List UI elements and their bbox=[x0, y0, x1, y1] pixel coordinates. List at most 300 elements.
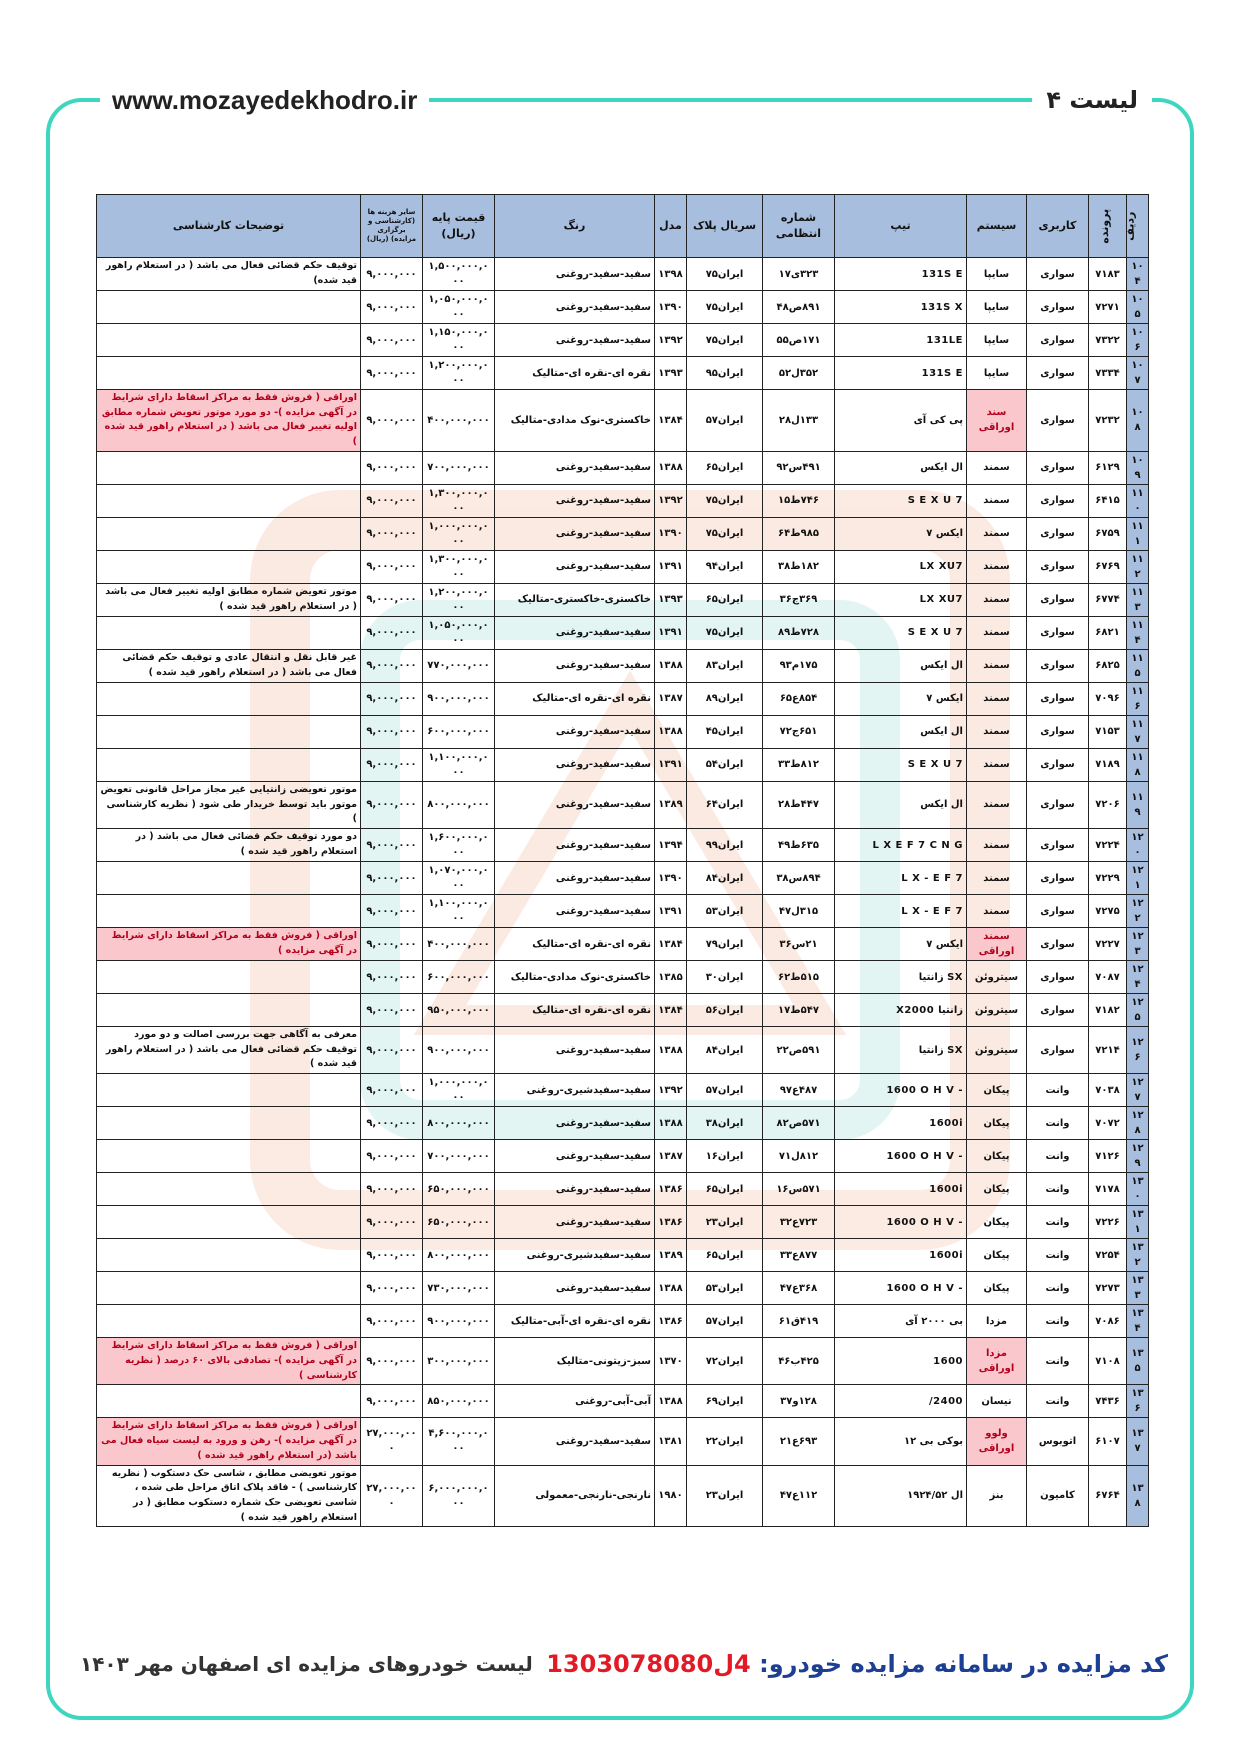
cell-system: سمند bbox=[967, 682, 1027, 715]
cell-plate: ایران۲۳ bbox=[687, 1206, 763, 1239]
cell-serial: ۵۷۱س۱۶ bbox=[763, 1173, 835, 1206]
cell-fees: ۹,۰۰۰,۰۰۰ bbox=[361, 517, 423, 550]
cell-model: ۱۳۸۴ bbox=[655, 390, 687, 452]
cell-type: S E X U 7 bbox=[835, 616, 967, 649]
cell-notes: معرفی به آگاهی جهت بررسی اصالت و دو مورد توقیف حکم قضائی فعال می باشد ( در استعلام راهور قید شده ) bbox=[97, 1027, 361, 1074]
cell-usage: سواری bbox=[1027, 715, 1089, 748]
cell-row-number: ۱۰۴ bbox=[1127, 258, 1149, 291]
cell-system: سایپا bbox=[967, 291, 1027, 324]
cell-usage: سواری bbox=[1027, 451, 1089, 484]
cell-model: ۱۹۸۰ bbox=[655, 1465, 687, 1527]
cell-price: ۱,۳۰۰,۰۰۰,۰۰۰ bbox=[423, 484, 495, 517]
cell-notes: موتور تعویضی مطابق ، شاسی حک دستکوب ( نظریه کارشناسی ) - فاقد پلاک اتاق مراحل طی شده ، شاسی تعویضی حک شماره دستکوب مطابق ( در استعلام راهور قید شده ) bbox=[97, 1465, 361, 1527]
cell-usage: سواری bbox=[1027, 748, 1089, 781]
cell-notes bbox=[97, 748, 361, 781]
cell-file-number: ۷۰۳۸ bbox=[1089, 1074, 1127, 1107]
cell-plate: ایران۷۵ bbox=[687, 484, 763, 517]
cell-serial: ۵۷۱ص۸۲ bbox=[763, 1107, 835, 1140]
cell-file-number: ۷۲۲۴ bbox=[1089, 829, 1127, 862]
cell-notes bbox=[97, 1305, 361, 1338]
table-row bbox=[97, 484, 1149, 517]
cell-price: ۱,۰۰۰,۰۰۰,۰۰۰ bbox=[423, 517, 495, 550]
cell-notes bbox=[97, 1173, 361, 1206]
cell-file-number: ۶۷۶۹ bbox=[1089, 550, 1127, 583]
cell-notes bbox=[97, 517, 361, 550]
cell-color: سفید-سفیدشیری-روغنی bbox=[495, 1239, 655, 1272]
cell-plate: ایران۵۷ bbox=[687, 1305, 763, 1338]
cell-plate: ایران۷۹ bbox=[687, 928, 763, 961]
cell-notes bbox=[97, 550, 361, 583]
cell-price: ۹۰۰,۰۰۰,۰۰۰ bbox=[423, 682, 495, 715]
cell-serial: ۳۲۳ی۱۷ bbox=[763, 258, 835, 291]
cell-file-number: ۷۰۷۲ bbox=[1089, 1107, 1127, 1140]
cell-price: ۱,۶۰۰,۰۰۰,۰۰۰ bbox=[423, 829, 495, 862]
cell-color: سفید-سفیدشیری-روغنی bbox=[495, 1074, 655, 1107]
table-row bbox=[97, 682, 1149, 715]
cell-model: ۱۳۸۸ bbox=[655, 649, 687, 682]
cell-system: سمند bbox=[967, 517, 1027, 550]
cell-notes: موتور تعویض شماره مطابق اولیه تغییر فعال می باشد ( در استعلام راهور قید شده ) bbox=[97, 583, 361, 616]
cell-row-number: ۱۰۵ bbox=[1127, 291, 1149, 324]
cell-system: نیسان bbox=[967, 1385, 1027, 1418]
cell-color: سفید-سفید-روغنی bbox=[495, 895, 655, 928]
cell-price: ۹۰۰,۰۰۰,۰۰۰ bbox=[423, 1305, 495, 1338]
header-row-number: ردیف bbox=[1127, 195, 1149, 258]
cell-type: 1600 bbox=[835, 1338, 967, 1385]
header-color: رنگ bbox=[495, 195, 655, 258]
cell-model: ۱۳۸۶ bbox=[655, 1206, 687, 1239]
cell-type: 1600 O H V - bbox=[835, 1140, 967, 1173]
cell-notes bbox=[97, 324, 361, 357]
cell-row-number: ۱۳۴ bbox=[1127, 1305, 1149, 1338]
cell-system: سیتروئن bbox=[967, 994, 1027, 1027]
cell-type: 131S E bbox=[835, 258, 967, 291]
cell-usage: سواری bbox=[1027, 583, 1089, 616]
table-row bbox=[97, 1173, 1149, 1206]
cell-usage: سواری bbox=[1027, 862, 1089, 895]
cell-color: خاکستری-خاکستری-متالیک bbox=[495, 583, 655, 616]
cell-plate: ایران۵۷ bbox=[687, 1074, 763, 1107]
cell-plate: ایران۲۳ bbox=[687, 1465, 763, 1527]
cell-fees: ۹,۰۰۰,۰۰۰ bbox=[361, 1239, 423, 1272]
table-row bbox=[97, 1206, 1149, 1239]
vehicles-table bbox=[96, 194, 1149, 1527]
cell-type: LX XU7 bbox=[835, 550, 967, 583]
cell-model: ۱۳۸۷ bbox=[655, 1140, 687, 1173]
cell-file-number: ۶۷۵۹ bbox=[1089, 517, 1127, 550]
cell-usage: وانت bbox=[1027, 1206, 1089, 1239]
cell-notes: موتور تعویضی زانتیایی غیر مجاز مراحل قانونی تعویض موتور باید توسط خریدار طی شود ( نظریه کارشناسی ) bbox=[97, 781, 361, 828]
table-row bbox=[97, 1305, 1149, 1338]
cell-color: سبز-زیتونی-متالیک bbox=[495, 1338, 655, 1385]
cell-color: سفید-سفید-روغنی bbox=[495, 1206, 655, 1239]
table-row bbox=[97, 1385, 1149, 1418]
cell-price: ۱,۲۰۰,۰۰۰,۰۰۰ bbox=[423, 583, 495, 616]
cell-fees: ۹,۰۰۰,۰۰۰ bbox=[361, 1074, 423, 1107]
cell-notes bbox=[97, 616, 361, 649]
cell-fees: ۹,۰۰۰,۰۰۰ bbox=[361, 748, 423, 781]
cell-system: سایپا bbox=[967, 357, 1027, 390]
cell-system: پیکان bbox=[967, 1206, 1027, 1239]
cell-price: ۱,۳۰۰,۰۰۰,۰۰۰ bbox=[423, 550, 495, 583]
cell-file-number: ۷۳۳۴ bbox=[1089, 357, 1127, 390]
cell-fees: ۹,۰۰۰,۰۰۰ bbox=[361, 1272, 423, 1305]
table-row bbox=[97, 715, 1149, 748]
cell-model: ۱۳۹۰ bbox=[655, 291, 687, 324]
cell-type: L X - E F 7 bbox=[835, 862, 967, 895]
cell-plate: ایران۸۹ bbox=[687, 682, 763, 715]
cell-file-number: ۷۳۲۲ bbox=[1089, 324, 1127, 357]
table-row bbox=[97, 550, 1149, 583]
cell-model: ۱۳۹۱ bbox=[655, 616, 687, 649]
cell-plate: ایران۵۴ bbox=[687, 748, 763, 781]
cell-notes bbox=[97, 1107, 361, 1140]
cell-serial: ۸۱۲ط۳۳ bbox=[763, 748, 835, 781]
cell-price: ۶۵۰,۰۰۰,۰۰۰ bbox=[423, 1173, 495, 1206]
table-row bbox=[97, 781, 1149, 828]
cell-fees: ۲۷,۰۰۰,۰۰۰ bbox=[361, 1418, 423, 1465]
cell-price: ۱,۰۵۰,۰۰۰,۰۰۰ bbox=[423, 616, 495, 649]
cell-serial: ۴۸۷ع۹۷ bbox=[763, 1074, 835, 1107]
table-row bbox=[97, 1338, 1149, 1385]
cell-type: 1600 O H V - bbox=[835, 1074, 967, 1107]
cell-usage: وانت bbox=[1027, 1272, 1089, 1305]
cell-color: نقره ای-نقره ای-متالیک bbox=[495, 994, 655, 1027]
cell-fees: ۹,۰۰۰,۰۰۰ bbox=[361, 357, 423, 390]
cell-usage: سواری bbox=[1027, 682, 1089, 715]
cell-notes: غیر قابل نقل و انتقال عادی و توقیف حکم قضائی فعال می باشد ( در استعلام راهور قید شده ) bbox=[97, 649, 361, 682]
cell-color: سفید-سفید-روغنی bbox=[495, 715, 655, 748]
cell-system: سمند bbox=[967, 649, 1027, 682]
cell-plate: ایران۷۵ bbox=[687, 258, 763, 291]
cell-type: L X E F 7 C N G bbox=[835, 829, 967, 862]
cell-notes bbox=[97, 715, 361, 748]
cell-model: ۱۳۸۴ bbox=[655, 994, 687, 1027]
cell-model: ۱۳۸۸ bbox=[655, 1385, 687, 1418]
cell-system: پیکان bbox=[967, 1074, 1027, 1107]
cell-plate: ایران۲۲ bbox=[687, 1418, 763, 1465]
cell-serial: ۸۱۲ل۷۱ bbox=[763, 1140, 835, 1173]
cell-serial: ۸۹۴س۳۸ bbox=[763, 862, 835, 895]
cell-system: سند اوراقی bbox=[967, 390, 1027, 452]
cell-color: سفید-سفید-روغنی bbox=[495, 649, 655, 682]
cell-price: ۷۰۰,۰۰۰,۰۰۰ bbox=[423, 451, 495, 484]
cell-file-number: ۷۱۸۲ bbox=[1089, 994, 1127, 1027]
table-row bbox=[97, 258, 1149, 291]
cell-file-number: ۷۱۸۳ bbox=[1089, 258, 1127, 291]
table-row bbox=[97, 1239, 1149, 1272]
cell-model: ۱۳۸۹ bbox=[655, 1239, 687, 1272]
cell-system: سمند bbox=[967, 748, 1027, 781]
cell-color: سفید-سفید-روغنی bbox=[495, 484, 655, 517]
cell-fees: ۹,۰۰۰,۰۰۰ bbox=[361, 1140, 423, 1173]
cell-model: ۱۳۸۶ bbox=[655, 1305, 687, 1338]
cell-system: پیکان bbox=[967, 1239, 1027, 1272]
cell-usage: سواری bbox=[1027, 994, 1089, 1027]
cell-notes bbox=[97, 1206, 361, 1239]
cell-price: ۸۰۰,۰۰۰,۰۰۰ bbox=[423, 1239, 495, 1272]
cell-file-number: ۶۱۲۹ bbox=[1089, 451, 1127, 484]
cell-row-number: ۱۱۰ bbox=[1127, 484, 1149, 517]
cell-model: ۱۳۸۵ bbox=[655, 961, 687, 994]
cell-notes bbox=[97, 961, 361, 994]
cell-model: ۱۳۸۱ bbox=[655, 1418, 687, 1465]
cell-notes bbox=[97, 451, 361, 484]
cell-row-number: ۱۰۶ bbox=[1127, 324, 1149, 357]
cell-usage: سواری bbox=[1027, 1027, 1089, 1074]
cell-price: ۸۰۰,۰۰۰,۰۰۰ bbox=[423, 781, 495, 828]
cell-serial: ۷۲۳ع۳۲ bbox=[763, 1206, 835, 1239]
cell-price: ۸۰۰,۰۰۰,۰۰۰ bbox=[423, 1107, 495, 1140]
cell-row-number: ۱۳۶ bbox=[1127, 1385, 1149, 1418]
cell-file-number: ۷۲۷۳ bbox=[1089, 1272, 1127, 1305]
cell-serial: ۷۲۸ط۸۹ bbox=[763, 616, 835, 649]
cell-model: ۱۳۹۰ bbox=[655, 862, 687, 895]
cell-serial: ۴۲۵ب۴۶ bbox=[763, 1338, 835, 1385]
cell-plate: ایران۶۵ bbox=[687, 583, 763, 616]
cell-serial: ۸۷۷ع۳۳ bbox=[763, 1239, 835, 1272]
cell-row-number: ۱۳۷ bbox=[1127, 1418, 1149, 1465]
cell-row-number: ۱۳۸ bbox=[1127, 1465, 1149, 1527]
table-row bbox=[97, 357, 1149, 390]
cell-file-number: ۷۲۰۶ bbox=[1089, 781, 1127, 828]
cell-file-number: ۷۲۷۵ bbox=[1089, 895, 1127, 928]
cell-type: بی ۲۰۰۰ آی bbox=[835, 1305, 967, 1338]
cell-color: نقره ای-نقره ای-متالیک bbox=[495, 682, 655, 715]
cell-serial: ۱۷۵م۹۳ bbox=[763, 649, 835, 682]
cell-color: سفید-سفید-روغنی bbox=[495, 291, 655, 324]
cell-fees: ۹,۰۰۰,۰۰۰ bbox=[361, 258, 423, 291]
cell-notes: اوراقی ( فروش فقط به مراکز اسقاط دارای شرایط در آگهی مزایده ) bbox=[97, 928, 361, 961]
cell-file-number: ۷۱۷۸ bbox=[1089, 1173, 1127, 1206]
cell-price: ۱,۰۵۰,۰۰۰,۰۰۰ bbox=[423, 291, 495, 324]
cell-fees: ۲۷,۰۰۰,۰۰۰ bbox=[361, 1465, 423, 1527]
table-row bbox=[97, 862, 1149, 895]
cell-price: ۷۳۰,۰۰۰,۰۰۰ bbox=[423, 1272, 495, 1305]
cell-file-number: ۶۸۲۱ bbox=[1089, 616, 1127, 649]
cell-plate: ایران۶۵ bbox=[687, 451, 763, 484]
cell-notes bbox=[97, 357, 361, 390]
cell-notes bbox=[97, 862, 361, 895]
cell-system: سیتروئن bbox=[967, 1027, 1027, 1074]
cell-model: ۱۳۸۶ bbox=[655, 1173, 687, 1206]
footer-title: لیست خودروهای مزایده ای اصفهان مهر ۱۴۰۳ bbox=[80, 1652, 533, 1676]
cell-color: نقره ای-نقره ای-آبی-متالیک bbox=[495, 1305, 655, 1338]
cell-type: S E X U 7 bbox=[835, 484, 967, 517]
header-price: قیمت پایه (ریال) bbox=[423, 195, 495, 258]
cell-row-number: ۱۱۳ bbox=[1127, 583, 1149, 616]
cell-usage: سواری bbox=[1027, 649, 1089, 682]
cell-fees: ۹,۰۰۰,۰۰۰ bbox=[361, 451, 423, 484]
cell-type: 1600i bbox=[835, 1239, 967, 1272]
cell-system: سمند bbox=[967, 583, 1027, 616]
cell-plate: ایران۵۳ bbox=[687, 895, 763, 928]
cell-color: نارنجی-نارنجی-معمولی bbox=[495, 1465, 655, 1527]
cell-fees: ۹,۰۰۰,۰۰۰ bbox=[361, 1173, 423, 1206]
cell-color: سفید-سفید-روغنی bbox=[495, 451, 655, 484]
cell-row-number: ۱۲۰ bbox=[1127, 829, 1149, 862]
cell-row-number: ۱۳۲ bbox=[1127, 1239, 1149, 1272]
cell-system: سمند bbox=[967, 781, 1027, 828]
cell-fees: ۹,۰۰۰,۰۰۰ bbox=[361, 715, 423, 748]
cell-color: سفید-سفید-روغنی bbox=[495, 1107, 655, 1140]
cell-file-number: ۷۲۳۲ bbox=[1089, 390, 1127, 452]
cell-model: ۱۳۹۲ bbox=[655, 1074, 687, 1107]
cell-type: 1600i bbox=[835, 1107, 967, 1140]
cell-system: سایپا bbox=[967, 324, 1027, 357]
cell-price: ۶۰۰,۰۰۰,۰۰۰ bbox=[423, 715, 495, 748]
cell-row-number: ۱۱۹ bbox=[1127, 781, 1149, 828]
cell-model: ۱۳۹۲ bbox=[655, 484, 687, 517]
cell-type: ایکس ۷ bbox=[835, 517, 967, 550]
cell-fees: ۹,۰۰۰,۰۰۰ bbox=[361, 484, 423, 517]
cell-type: 131S E bbox=[835, 357, 967, 390]
cell-notes bbox=[97, 484, 361, 517]
cell-fees: ۹,۰۰۰,۰۰۰ bbox=[361, 682, 423, 715]
cell-type: /2400 bbox=[835, 1385, 967, 1418]
cell-row-number: ۱۱۱ bbox=[1127, 517, 1149, 550]
cell-model: ۱۳۸۷ bbox=[655, 682, 687, 715]
cell-system: پیکان bbox=[967, 1173, 1027, 1206]
cell-row-number: ۱۲۵ bbox=[1127, 994, 1149, 1027]
cell-color: سفید-سفید-روغنی bbox=[495, 1418, 655, 1465]
cell-type: 1600 O H V - bbox=[835, 1206, 967, 1239]
cell-color: سفید-سفید-روغنی bbox=[495, 616, 655, 649]
cell-usage: سواری bbox=[1027, 781, 1089, 828]
cell-model: ۱۳۸۸ bbox=[655, 1107, 687, 1140]
cell-file-number: ۶۱۰۷ bbox=[1089, 1418, 1127, 1465]
cell-fees: ۹,۰۰۰,۰۰۰ bbox=[361, 583, 423, 616]
cell-serial: ۶۹۳ع۲۱ bbox=[763, 1418, 835, 1465]
cell-usage: سواری bbox=[1027, 324, 1089, 357]
table-header-row bbox=[97, 195, 1149, 258]
cell-usage: اتوبوس bbox=[1027, 1418, 1089, 1465]
cell-plate: ایران۷۲ bbox=[687, 1338, 763, 1385]
table-row bbox=[97, 1074, 1149, 1107]
cell-plate: ایران۸۴ bbox=[687, 1027, 763, 1074]
cell-serial: ۲۱س۳۶ bbox=[763, 928, 835, 961]
cell-price: ۴۰۰,۰۰۰,۰۰۰ bbox=[423, 928, 495, 961]
cell-system: بنز bbox=[967, 1465, 1027, 1527]
cell-color: سفید-سفید-روغنی bbox=[495, 748, 655, 781]
cell-fees: ۹,۰۰۰,۰۰۰ bbox=[361, 390, 423, 452]
header-plate: سریال پلاک bbox=[687, 195, 763, 258]
cell-plate: ایران۷۵ bbox=[687, 517, 763, 550]
cell-fees: ۹,۰۰۰,۰۰۰ bbox=[361, 781, 423, 828]
cell-row-number: ۱۱۲ bbox=[1127, 550, 1149, 583]
cell-usage: کامیون bbox=[1027, 1465, 1089, 1527]
cell-fees: ۹,۰۰۰,۰۰۰ bbox=[361, 1305, 423, 1338]
cell-usage: وانت bbox=[1027, 1074, 1089, 1107]
cell-row-number: ۱۲۱ bbox=[1127, 862, 1149, 895]
cell-system: سیتروئن bbox=[967, 961, 1027, 994]
cell-plate: ایران۵۶ bbox=[687, 994, 763, 1027]
table-row bbox=[97, 928, 1149, 961]
cell-usage: سواری bbox=[1027, 517, 1089, 550]
cell-plate: ایران۶۹ bbox=[687, 1385, 763, 1418]
cell-model: ۱۳۸۸ bbox=[655, 1027, 687, 1074]
header-model: مدل bbox=[655, 195, 687, 258]
cell-color: خاکستری-نوک مدادی-متالیک bbox=[495, 390, 655, 452]
cell-type: ال ایکس bbox=[835, 649, 967, 682]
cell-file-number: ۷۰۸۶ bbox=[1089, 1305, 1127, 1338]
cell-usage: وانت bbox=[1027, 1239, 1089, 1272]
cell-color: سفید-سفید-روغنی bbox=[495, 1272, 655, 1305]
cell-type: 131S X bbox=[835, 291, 967, 324]
cell-notes bbox=[97, 1385, 361, 1418]
table-row bbox=[97, 1418, 1149, 1465]
cell-fees: ۹,۰۰۰,۰۰۰ bbox=[361, 616, 423, 649]
cell-plate: ایران۶۴ bbox=[687, 781, 763, 828]
cell-type: L X - E F 7 bbox=[835, 895, 967, 928]
cell-file-number: ۷۱۸۹ bbox=[1089, 748, 1127, 781]
cell-row-number: ۱۳۳ bbox=[1127, 1272, 1149, 1305]
cell-notes bbox=[97, 1074, 361, 1107]
cell-type: ایکس ۷ bbox=[835, 928, 967, 961]
cell-color: سفید-سفید-روغنی bbox=[495, 1140, 655, 1173]
cell-usage: سواری bbox=[1027, 895, 1089, 928]
cell-plate: ایران۶۵ bbox=[687, 1239, 763, 1272]
cell-model: ۱۳۸۸ bbox=[655, 451, 687, 484]
cell-price: ۴۰۰,۰۰۰,۰۰۰ bbox=[423, 390, 495, 452]
cell-system: مزدا اوراقی bbox=[967, 1338, 1027, 1385]
cell-plate: ایران۶۵ bbox=[687, 1173, 763, 1206]
cell-row-number: ۱۱۸ bbox=[1127, 748, 1149, 781]
cell-price: ۱,۱۰۰,۰۰۰,۰۰۰ bbox=[423, 748, 495, 781]
cell-system: سمند bbox=[967, 715, 1027, 748]
table-row bbox=[97, 649, 1149, 682]
cell-type: ال ۱۹۲۴/۵۲ bbox=[835, 1465, 967, 1527]
cell-color: خاکستری-نوک مدادی-متالیک bbox=[495, 961, 655, 994]
cell-system: سمند bbox=[967, 895, 1027, 928]
cell-file-number: ۶۷۷۴ bbox=[1089, 583, 1127, 616]
cell-type: پی کی آی bbox=[835, 390, 967, 452]
cell-notes bbox=[97, 895, 361, 928]
cell-system: سمند bbox=[967, 484, 1027, 517]
list-label: لیست ۴ bbox=[1032, 80, 1152, 120]
cell-price: ۶۵۰,۰۰۰,۰۰۰ bbox=[423, 1206, 495, 1239]
cell-model: ۱۳۹۲ bbox=[655, 324, 687, 357]
cell-notes: اوراقی ( فروش فقط به مراکز اسقاط دارای شرایط در آگهی مزایده )- تصادفی بالای ۶۰ درصد ( نظریه کارشناسی ) bbox=[97, 1338, 361, 1385]
cell-type: بوکی بی ۱۲ bbox=[835, 1418, 967, 1465]
cell-file-number: ۷۲۵۴ bbox=[1089, 1239, 1127, 1272]
cell-fees: ۹,۰۰۰,۰۰۰ bbox=[361, 1385, 423, 1418]
cell-color: سفید-سفید-روغنی bbox=[495, 781, 655, 828]
cell-row-number: ۱۰۸ bbox=[1127, 390, 1149, 452]
cell-price: ۱,۲۰۰,۰۰۰,۰۰۰ bbox=[423, 357, 495, 390]
cell-usage: سواری bbox=[1027, 484, 1089, 517]
table-row bbox=[97, 1027, 1149, 1074]
cell-model: ۱۳۸۸ bbox=[655, 715, 687, 748]
cell-serial: ۳۶۸ع۴۷ bbox=[763, 1272, 835, 1305]
cell-serial: ۴۱۹ق۶۱ bbox=[763, 1305, 835, 1338]
cell-row-number: ۱۳۰ bbox=[1127, 1173, 1149, 1206]
cell-usage: وانت bbox=[1027, 1107, 1089, 1140]
cell-row-number: ۱۲۳ bbox=[1127, 928, 1149, 961]
cell-color: سفید-سفید-روغنی bbox=[495, 324, 655, 357]
table-row bbox=[97, 1272, 1149, 1305]
cell-usage: سواری bbox=[1027, 550, 1089, 583]
cell-plate: ایران۸۴ bbox=[687, 862, 763, 895]
cell-price: ۱,۱۰۰,۰۰۰,۰۰۰ bbox=[423, 895, 495, 928]
header-notes: توضیحات کارشناسی bbox=[97, 195, 361, 258]
table-row bbox=[97, 1465, 1149, 1527]
cell-serial: ۱۷۱ص۵۵ bbox=[763, 324, 835, 357]
cell-model: ۱۳۹۸ bbox=[655, 258, 687, 291]
cell-usage: سواری bbox=[1027, 291, 1089, 324]
cell-plate: ایران۹۹ bbox=[687, 829, 763, 862]
cell-serial: ۵۴۷ط۱۷ bbox=[763, 994, 835, 1027]
